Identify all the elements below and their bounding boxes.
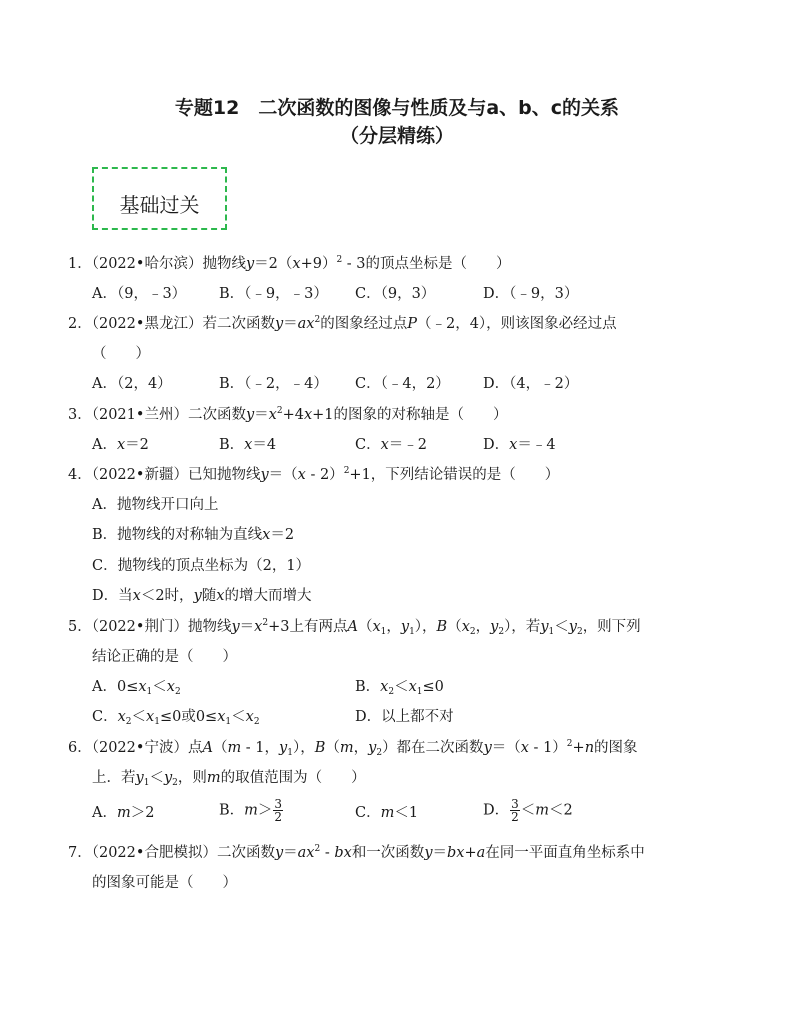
question-6-continuation: 上．若$y_1<y_2$，则m的取值范围为（ ） (92, 770, 366, 788)
page-title: 专题12 二次函数的图像与性质及与a、b、c的关系 (174, 97, 620, 119)
question-source: （2022•宁波）点 (91, 740, 203, 756)
question-source: （2022•黑龙江）若二次函数 (91, 316, 275, 332)
option-a: A．（9，﹣3） (92, 286, 187, 302)
option-b: B．抛物线的对称轴为直线x＝2 (92, 527, 295, 543)
question-source: （2022•新疆）已知抛物线 (91, 467, 261, 483)
option-a: A．$0\le x_1<x_2$ (92, 679, 181, 697)
option-c: C．（9，3） (355, 286, 436, 302)
option-b: B．m＞ $\frac{3}{2}$ (219, 797, 283, 824)
option-a: A．m＞2 (92, 805, 155, 821)
answer-paren: （ ） (92, 346, 150, 362)
question-number: 3． (68, 407, 92, 423)
question-6: 6．（2022•宁波）点A（m - 1，$y_1$），B（m，$y_2$）都在二次函数y＝（x - 1）$^2$+n的图象 (68, 739, 638, 758)
question-source: （2022•合肥模拟）二次函数 (91, 845, 275, 861)
question-source: （2022•荆门）抛物线 (91, 619, 232, 635)
fraction: $\frac{3}{2}$ (511, 797, 519, 824)
option-b: B．x＝4 (219, 437, 277, 453)
question-5-continuation: 结论正确的是（ ） (92, 649, 237, 665)
option-b: B．（﹣2，﹣4） (219, 376, 328, 392)
option-c: C．x＝﹣2 (355, 437, 428, 453)
question-number: 5． (68, 619, 92, 635)
question-5: 5．（2022•荆门）抛物线$y=x^2+3$上有两点$A(x_1$，$y_1$），$B(x_2$，$y_2$），若$y_1<y_2$，则下列 (68, 618, 641, 637)
question-number: 1． (68, 256, 92, 272)
question-7: 7．（2022•合肥模拟）二次函数$y=ax^2$ - bx和一次函数y＝bx+a在同一平面直角坐标系中 (68, 844, 645, 861)
question-4: 4．（2022•新疆）已知抛物线y＝（x - 2）$^2$+1，下列结论错误的是（ ） (68, 466, 560, 483)
question-3: 3．（2021•兰州）二次函数$y=x^2+4x+1$的图象的对称轴是（ ） (68, 406, 508, 423)
option-a: A．（2，4） (92, 376, 172, 392)
option-d: D．x＝﹣4 (483, 437, 556, 453)
option-d: D．（﹣9，3） (483, 286, 579, 302)
question-source: （2022•哈尔滨）抛物线 (91, 256, 246, 272)
option-b: B．（﹣9，﹣3） (219, 286, 328, 302)
option-a: A．抛物线开口向上 (92, 497, 219, 513)
question-2: 2．（2022•黑龙江）若二次函数$y=ax^2$的图象经过点P（﹣2，4），则该图象必经过点 (68, 315, 617, 332)
option-d: D．以上都不对 (355, 709, 454, 725)
page-subtitle: （分层精练） (339, 125, 454, 147)
question-7-continuation: 的图象可能是（ ） (92, 875, 237, 891)
option-c: C．$x_2<x_1\le 0$或$0\le x_1<x_2$ (92, 709, 260, 727)
option-d: D．（4，﹣2） (483, 376, 579, 392)
question-number: 4． (68, 467, 92, 483)
question-number: 2． (68, 316, 92, 332)
level-badge-label: 基础过关 (119, 193, 200, 217)
level-badge (92, 167, 227, 230)
option-b: B．$x_2<x_1\le 0$ (355, 679, 444, 697)
option-c: C．（﹣4，2） (355, 376, 450, 392)
option-c: C．m＜1 (355, 805, 419, 821)
question-number: 6． (68, 740, 92, 756)
fraction: $\frac{3}{2}$ (274, 797, 283, 824)
option-d: D．当x＜2时，y随x的增大而增大 (92, 588, 312, 604)
question-1: 1．（2022•哈尔滨）抛物线$y=2(x+9)^2 - 3$的顶点坐标是（ ） (68, 255, 511, 272)
question-number: 7． (68, 845, 92, 861)
option-a: A．x＝2 (92, 437, 149, 453)
option-d: D． $\frac{3}{2}$ ＜m＜2 (483, 797, 573, 824)
question-source: （2021•兰州）二次函数 (91, 407, 246, 423)
option-c: C．抛物线的顶点坐标为（2，1） (92, 558, 311, 574)
